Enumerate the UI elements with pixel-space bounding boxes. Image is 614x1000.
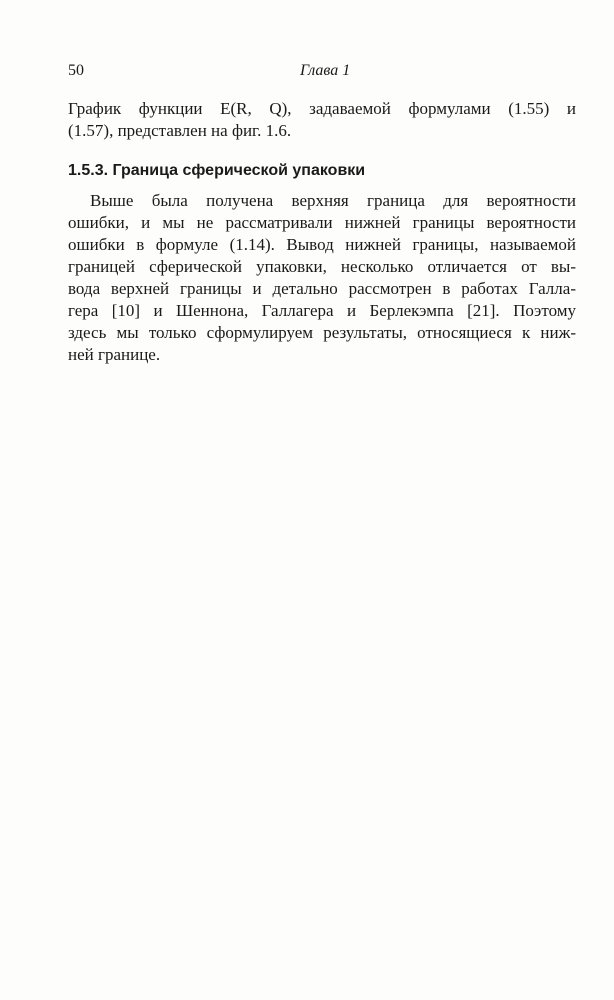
- intro-line-1: График функции E(R, Q), задаваемой формулами (1.55) и: [68, 99, 576, 118]
- para1-line-6: гера [10] и Шеннона, Галлагера и Берлекэмпа [21]. Поэтому: [68, 301, 576, 320]
- page-number: 50: [68, 62, 84, 79]
- para1-line-1: Выше была получена верхняя граница для вероятности: [90, 191, 576, 210]
- para1-line-7: здесь мы только сформулируем результаты, относящиеся к ниж-: [68, 323, 576, 342]
- section-heading: 1.5.3. Граница сферической упаковки: [68, 162, 366, 179]
- para1-line-5: вода верхней границы и детально рассмотрен в работах Галла-: [68, 279, 576, 298]
- running-title: Глава 1: [300, 62, 351, 79]
- para1-line-3: ошибки в формуле (1.14). Вывод нижней границы, называемой: [68, 235, 576, 254]
- para1-line-4: границей сферической упаковки, несколько отличается от вы-: [68, 257, 576, 276]
- intro-line-2: (1.57), представлен на фиг. 1.6.: [68, 121, 292, 140]
- para1-line-2: ошибки, и мы не рассматривали нижней границы вероятности: [68, 213, 576, 232]
- para1-line-8: ней границе.: [68, 345, 161, 364]
